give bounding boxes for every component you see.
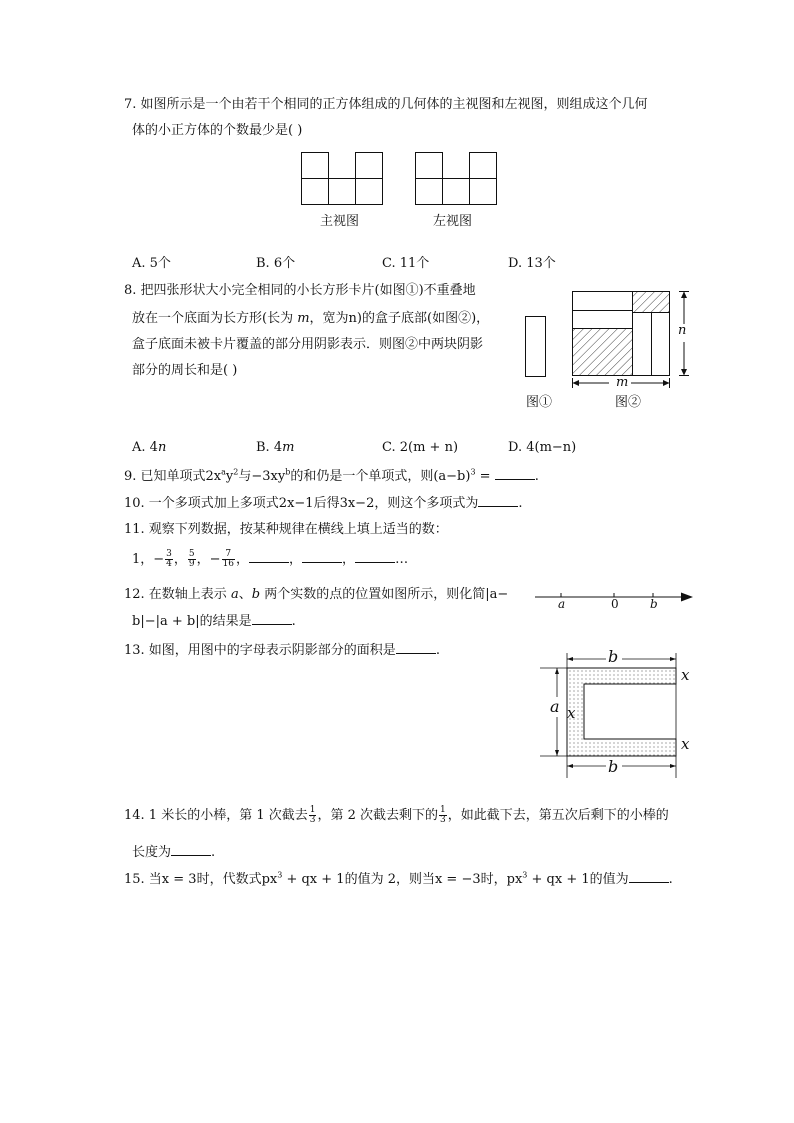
q8-figure-2 xyxy=(571,290,697,390)
left-cube-1 xyxy=(416,153,443,179)
q8-figure-1 xyxy=(525,316,547,378)
q7-left-view-figure xyxy=(415,152,497,206)
q8-option-a: A. 4n xyxy=(132,440,167,455)
q13-b-bottom-label: b xyxy=(608,757,619,776)
q7-front-view-figure xyxy=(301,152,383,206)
q8-m-label: m xyxy=(616,375,629,390)
q7-text-line2: 体的小正方体的个数最少是( ) xyxy=(132,123,303,138)
q15-answer-blank xyxy=(629,870,669,883)
fraction-1-3-a: $\frac{1}{3}$ xyxy=(309,805,316,825)
q11-text: 11. 观察下列数据，按某种规律在横线上填上适当的数： xyxy=(124,522,448,537)
front-cube-3 xyxy=(302,179,329,205)
q13-b-top-label: b xyxy=(608,647,619,666)
q11-blank-1 xyxy=(249,550,289,563)
q7-text-line1: 7. 如图所示是一个由若干个相同的正方体组成的几何体的主视图和左视图，则组成这个几何 xyxy=(124,97,648,112)
fraction-5-9: $\frac{5}{9}$ xyxy=(188,549,195,569)
fraction-1-3-b: $\frac{1}{3}$ xyxy=(440,805,446,825)
q8-fig2-label: 图② xyxy=(615,395,642,410)
q8-fig1-label: 图① xyxy=(526,395,553,410)
q8-option-b: B. 4m xyxy=(256,440,295,455)
q8-text-line2: 放在一个底面为长方形(长为 m，宽为n)的盒子底部(如图②)， xyxy=(132,311,490,326)
q11-blank-2 xyxy=(302,550,342,563)
q12-answer-blank xyxy=(252,612,292,625)
front-cube-4 xyxy=(329,179,356,205)
q15-text: 15. 当x = 3时，代数式$px^3$ + qx + 1的值为 2，则当x = −3时，$px^3$ + qx + 1的值为 . xyxy=(124,870,673,887)
q12-axis-zero: 0 xyxy=(611,597,619,611)
q12-axis-a: a xyxy=(558,597,566,611)
q13-answer-blank xyxy=(396,641,436,654)
q14-text-line2: 长度为 . xyxy=(132,845,216,860)
q11-sequence: 1，− $\frac{3}{4}$ ， $\frac{5}{9}$ ，− $\frac{7}{16}$ ， ， ， … xyxy=(132,549,409,569)
q13-x-top-label: x xyxy=(681,666,690,684)
q7-front-view-label: 主视图 xyxy=(320,214,360,229)
q7-option-b: B. 6个 xyxy=(256,256,296,271)
fraction-7-16: $\frac{7}{16}$ xyxy=(222,549,235,569)
q14-answer-blank xyxy=(171,843,211,856)
q13-text: 13. 如图，用图中的字母表示阴影部分的面积是 . xyxy=(124,643,440,658)
q13-figure xyxy=(540,653,700,778)
q12-text-line2: b|−|a + b|的结果是 . xyxy=(132,614,296,629)
q9-answer-blank xyxy=(495,467,535,480)
q12-text-line1: 12. 在数轴上表示 a、b 两个实数的点的位置如图所示，则化简|a− xyxy=(124,587,509,602)
q7-option-a: A. 5个 xyxy=(132,256,171,271)
q7-option-d: D. 13个 xyxy=(508,256,556,271)
shaded-region-bottom-left xyxy=(573,329,633,376)
q7-left-view-label: 左视图 xyxy=(433,214,473,229)
q11-blank-3 xyxy=(355,550,395,563)
front-cube-5 xyxy=(356,179,383,205)
q10-answer-blank xyxy=(478,494,518,507)
q12-axis-b: b xyxy=(650,597,658,611)
q13-a-label: a xyxy=(550,697,560,716)
left-cube-5 xyxy=(470,179,497,205)
front-cube-1 xyxy=(302,153,329,179)
q8-n-label: n xyxy=(678,323,687,338)
front-cube-2 xyxy=(356,153,383,179)
fraction-3-4: $\frac{3}{4}$ xyxy=(166,549,172,569)
shaded-c-shape xyxy=(567,668,676,756)
left-cube-3 xyxy=(416,179,443,205)
q9-text: 9. 已知单项式$2x^ay^2$与$-3xy^b$的和仍是一个单项式，则$(a-b)^3$ = . xyxy=(124,467,539,484)
left-cube-2 xyxy=(470,153,497,179)
q8-option-d: D. 4(m−n) xyxy=(508,440,577,455)
q10-text: 10. 一个多项式加上多项式2x−1后得3x−2，则这个多项式为 . xyxy=(124,496,523,511)
shaded-region-top-right xyxy=(633,292,670,313)
q8-text-line1: 8. 把四张形状大小完全相同的小长方形卡片(如图①)不重叠地 xyxy=(124,283,476,298)
q8-option-c: C. 2(m + n) xyxy=(382,440,459,455)
q14-text-line1: 14. 1 米长的小棒，第 1 次截去 $\frac{1}{3}$ ，第 2 次截去剩下的 $\frac{1}{3}$ ，如此截下去，第五次后剩下的小棒的 xyxy=(124,805,669,825)
q13-x-bottom-label: x xyxy=(681,735,690,753)
q8-text-line4: 部分的周长和是( ) xyxy=(132,363,238,378)
left-cube-4 xyxy=(443,179,470,205)
q13-x-left-label: x xyxy=(567,704,576,722)
q8-text-line3: 盒子底面未被卡片覆盖的部分用阴影表示．则图②中两块阴影 xyxy=(132,337,484,352)
q7-option-c: C. 11个 xyxy=(382,256,430,271)
